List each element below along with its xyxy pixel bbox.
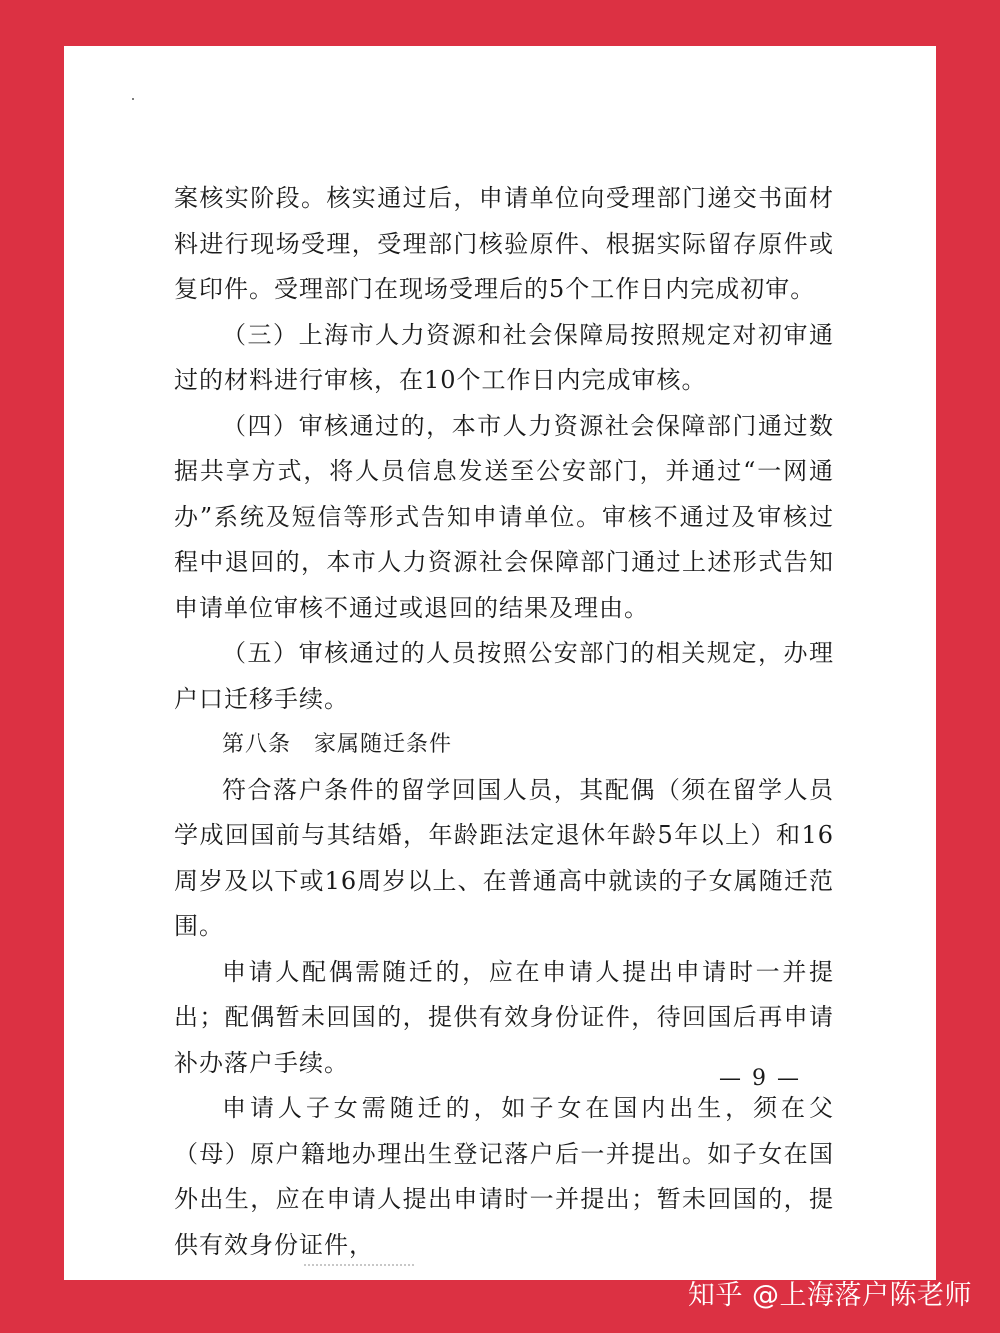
paragraph-5: 符合落户条件的留学回国人员，其配偶（须在留学人员学成回国前与其结婚，年龄距法定退休年龄5年以上）和16周岁及以下或16周岁以上、在普通高中就读的子女属随迁范围。 [174, 775, 834, 940]
scan-artifact [304, 1264, 414, 1269]
article-heading: 第八条 家属随迁条件 [222, 732, 453, 757]
page-number: — 9 — [719, 1066, 801, 1091]
paragraph-1: 案核实阶段。核实通过后，申请单位向受理部门递交书面材料进行现场受理，受理部门核验原件、根据实际留存原件或复印件。受理部门在现场受理后的5个工作日内完成初审。 [174, 184, 834, 303]
paragraph-4: （五）审核通过的人员按照公安部门的相关规定，办理户口迁移手续。 [174, 639, 834, 713]
paragraph-2: （三）上海市人力资源和社会保障局按照规定对初审通过的材料进行审核，在10个工作日内完成审核。 [174, 320, 834, 394]
scan-speck [132, 98, 134, 100]
paragraph-6: 申请人配偶需随迁的，应在申请人提出申请时一并提出；配偶暂未回国的，提供有效身份证件，待回国后再申请补办落户手续。 [174, 957, 834, 1077]
paragraph-7: 申请人子女需随迁的，如子女在国内出生，须在父（母）原户籍地办理出生登记落户后一并提出。如子女在国外出生，应在申请人提出申请时一并提出；暂未回国的，提供有效身份证件， [174, 1094, 834, 1259]
document-body [174, 176, 834, 1268]
watermark-text: 知乎 @上海落户陈老师 [687, 1280, 972, 1311]
document-page [64, 46, 936, 1280]
paragraph-3: （四）审核通过的，本市人力资源社会保障部门通过数据共享方式，将人员信息发送至公安部门，并通过“一网通办”系统及短信等形式告知申请单位。审核不通过及审核过程中退回的，本市人力资源社会保障部门通过上述形式告知申请单位审核不通过或退回的结果及理由。 [174, 411, 834, 622]
